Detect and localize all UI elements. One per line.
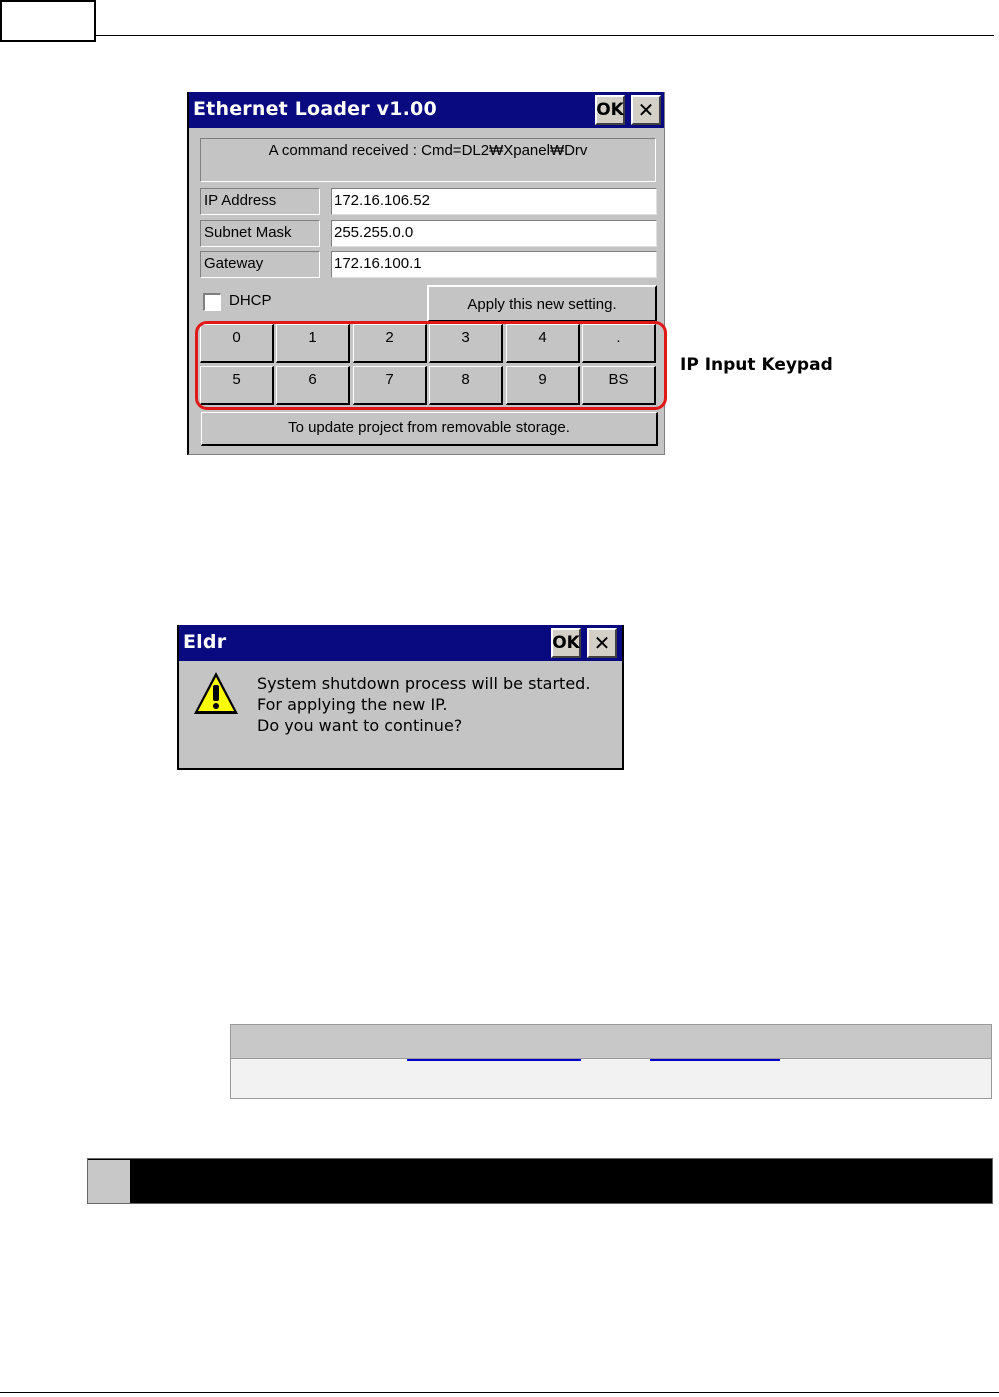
section-number-box [88, 1160, 130, 1203]
close-icon: ✕ [593, 631, 611, 655]
keypad-key-7[interactable]: 7 [353, 366, 427, 405]
page-number-tab [0, 0, 96, 42]
gateway-label: Gateway [200, 251, 320, 278]
dialog-message-line-1: System shutdown process will be started. [257, 674, 591, 693]
subnet-mask-label: Subnet Mask [200, 220, 320, 247]
window-title: Ethernet Loader v1.00 [193, 98, 437, 120]
keypad-key-6[interactable]: 6 [276, 366, 350, 405]
eldr-dialog [177, 625, 624, 770]
keypad-key-0[interactable]: 0 [200, 324, 274, 363]
close-button[interactable] [631, 95, 661, 125]
footer-rule [0, 1392, 999, 1393]
ip-address-field[interactable]: 172.16.106.52 [331, 188, 657, 215]
close-icon: ✕ [637, 98, 655, 122]
dialog-message-line-3: Do you want to continue? [257, 716, 463, 735]
apply-setting-button[interactable]: Apply this new setting. [427, 285, 657, 322]
keypad-key-3[interactable]: 3 [429, 324, 503, 363]
title-bar [189, 92, 664, 128]
ip-address-label: IP Address [200, 188, 320, 215]
dialog-message-line-2: For applying the new IP. [257, 695, 448, 714]
table-header [231, 1025, 991, 1059]
keypad-callout-label: IP Input Keypad [680, 355, 833, 375]
keypad-key-8[interactable]: 8 [429, 366, 503, 405]
update-project-button[interactable]: To update project from removable storage. [201, 412, 658, 446]
dialog-message [257, 673, 590, 736]
table-link-2[interactable] [650, 1059, 780, 1061]
keypad-key-9[interactable]: 9 [506, 366, 580, 405]
gateway-field[interactable]: 172.16.100.1 [331, 251, 657, 278]
keypad-key-1[interactable]: 1 [276, 324, 350, 363]
keypad-key-2[interactable]: 2 [353, 324, 427, 363]
dialog-title-bar [179, 625, 622, 661]
dialog-close-button[interactable] [587, 628, 617, 658]
ethernet-loader-window [187, 92, 665, 455]
command-status: A command received : Cmd=DL2₩Xpanel₩Drv [200, 138, 656, 182]
warning-icon [191, 669, 241, 719]
dhcp-checkbox[interactable] [203, 293, 221, 311]
section-heading-bar [87, 1158, 993, 1204]
table-link-1[interactable] [407, 1059, 581, 1061]
header-rule [96, 35, 994, 36]
ok-button[interactable]: OK [595, 95, 625, 125]
dialog-title: Eldr [183, 631, 227, 653]
keypad-key-5[interactable]: 5 [200, 366, 274, 405]
dialog-ok-button[interactable]: OK [551, 628, 581, 658]
reference-table [230, 1024, 992, 1099]
keypad-key-backspace[interactable]: BS [582, 366, 656, 405]
keypad-key-dot[interactable]: . [582, 324, 656, 363]
subnet-mask-field[interactable]: 255.255.0.0 [331, 220, 657, 247]
keypad-key-4[interactable]: 4 [506, 324, 580, 363]
dhcp-label: DHCP [229, 292, 272, 309]
